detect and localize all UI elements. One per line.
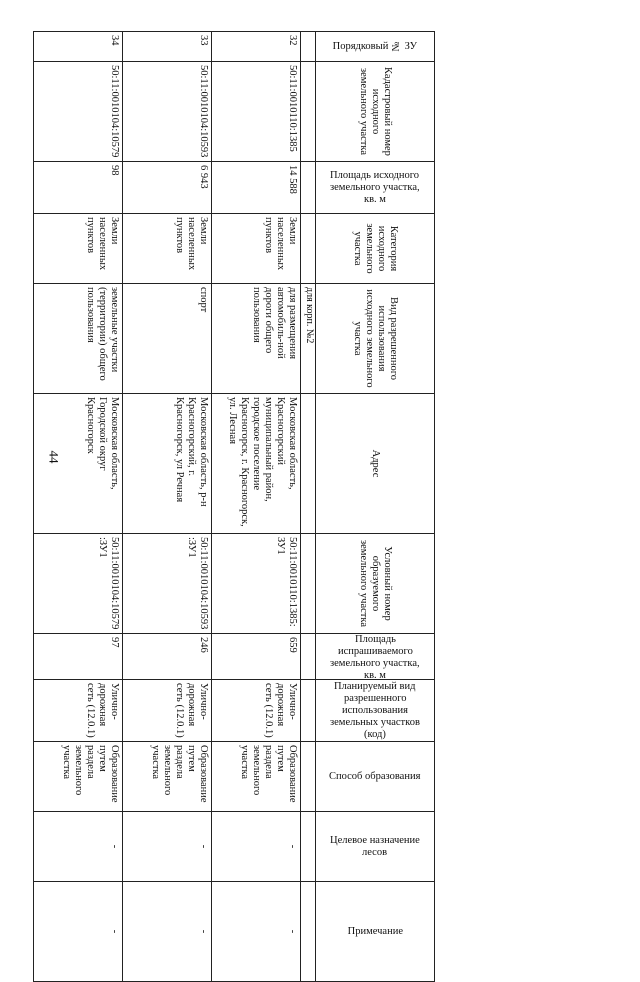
subheader-cell — [301, 812, 316, 882]
source-area: 14 588 — [212, 162, 301, 214]
formation-method: Образование путем раздела земельного участка — [34, 742, 123, 812]
header-cell: Условный номер образуемого земельного участка — [316, 534, 435, 634]
cadastral-number: 50:11:0010104:10593 — [123, 62, 212, 162]
plot-number: 34 — [34, 32, 123, 62]
subheader-cell — [301, 162, 316, 214]
new-plot-number: 50:11:0010104:10593:ЗУ1 — [123, 534, 212, 634]
cadastral-number: 50:11:0010104:10579 — [34, 62, 123, 162]
header-cell: Планируемый вид разрешенного использования земельных участков (код) — [316, 680, 435, 742]
land-category: Земли населенных пунктов — [34, 214, 123, 284]
header-cell: Категория исходного земельного участка — [316, 214, 435, 284]
plot-number: 32 — [212, 32, 301, 62]
source-area: 98 — [34, 162, 123, 214]
subheader-cell — [301, 634, 316, 680]
address: Московская область, Красногорский муниципальный район, городское поселение Красногорск, г. Красногорск, ул. Лесная — [212, 394, 301, 534]
land-category: Земли населенных пунктов — [123, 214, 212, 284]
address: Московская область, Городской округ Красногорск — [34, 394, 123, 534]
subheader-cell — [301, 394, 316, 534]
permitted-use: земельные участки (территории) общего пользования — [34, 284, 123, 394]
forest-purpose: - — [123, 812, 212, 882]
formation-method: Образование путем раздела земельного участка — [123, 742, 212, 812]
land-plots-table-container — [61, 31, 435, 937]
planned-use: Улично-дорожная сеть (12.0.1) — [34, 680, 123, 742]
header-cell: Способ образования — [316, 742, 435, 812]
table-header-row — [316, 32, 435, 982]
note: - — [34, 882, 123, 982]
plot-number: 33 — [123, 32, 212, 62]
note: - — [212, 882, 301, 982]
forest-purpose: - — [34, 812, 123, 882]
forest-purpose: - — [212, 812, 301, 882]
source-area: 6 943 — [123, 162, 212, 214]
land-plots-table — [33, 31, 435, 982]
table-subheader-row — [301, 32, 316, 982]
header-cell: Целевое назначение лесов — [316, 812, 435, 882]
new-plot-number: 50:11:0010110:1385:ЗУ1 — [212, 534, 301, 634]
planned-use: Улично-дорожная сеть (12.0.1) — [123, 680, 212, 742]
subheader-cell — [301, 882, 316, 982]
address: Московская область, р-н Красногорский, г. Красногорск, ул Речная — [123, 394, 212, 534]
header-cell: Адрес — [316, 394, 435, 534]
new-plot-area: 246 — [123, 634, 212, 680]
formation-method: Образование путем раздела земельного участка — [212, 742, 301, 812]
table-row — [212, 32, 301, 982]
table-row — [34, 32, 123, 982]
new-plot-number: 50:11:0010104:10579:ЗУ1 — [34, 534, 123, 634]
cadastral-number: 50:11:0010110:1385 — [212, 62, 301, 162]
land-category: Земли населенных пунктов — [212, 214, 301, 284]
new-plot-area: 97 — [34, 634, 123, 680]
header-cell: Площадь испрашиваемого земельного участка, кв. м — [316, 634, 435, 680]
header-cell: Площадь исходного земельного участка, кв. м — [316, 162, 435, 214]
header-cell: Кадастровый номер исходного земельного участка — [316, 62, 435, 162]
subheader-cell — [301, 32, 316, 62]
note: - — [123, 882, 212, 982]
planned-use: Улично-дорожная сеть (12.0.1) — [212, 680, 301, 742]
table-row — [123, 32, 212, 982]
header-cell: Порядковый № ЗУ — [316, 32, 435, 62]
permitted-use: для размещения автомобиль-ной дороги общего пользования — [212, 284, 301, 394]
subheader-cell — [301, 214, 316, 284]
subheader-cell — [301, 680, 316, 742]
header-cell: Примечание — [316, 882, 435, 982]
subheader-cell — [301, 742, 316, 812]
subheader-note: для корп. №2 — [301, 284, 316, 394]
permitted-use: спорт — [123, 284, 212, 394]
page-number: 44 — [46, 450, 62, 464]
subheader-cell — [301, 62, 316, 162]
subheader-cell — [301, 534, 316, 634]
new-plot-area: 659 — [212, 634, 301, 680]
header-cell: Вид разрешенного использования исходного земельного участка — [316, 284, 435, 394]
